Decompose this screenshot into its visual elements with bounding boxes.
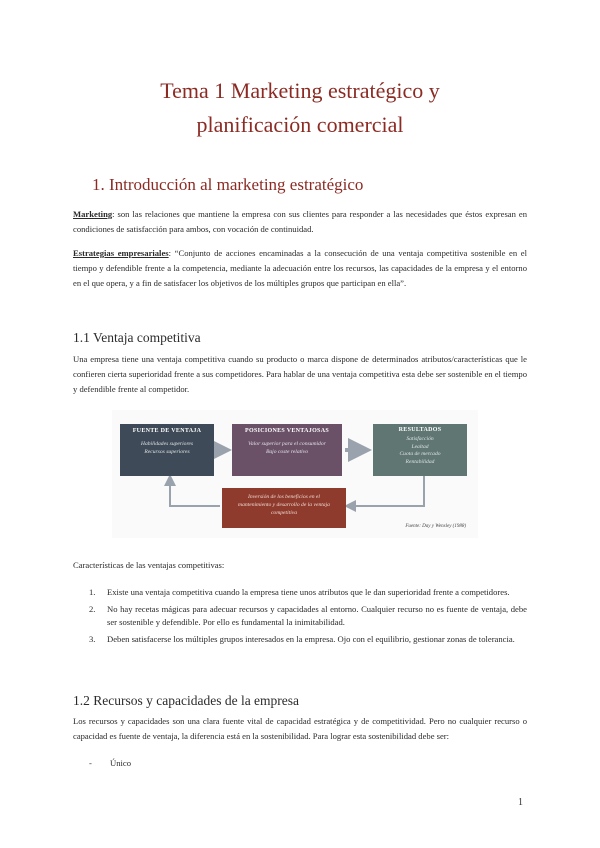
- list-item: [73, 586, 527, 599]
- box-fuente-ventaja: [120, 424, 214, 476]
- diagram-source-caption: Fuente: Day y Wensley (1988): [405, 524, 466, 529]
- list-item-text: Deben satisfacerse los múltiples grupos interesados en la empresa. Ojo con el equilibrio, gestionar zonas de tolerancia.: [107, 634, 515, 644]
- box3-line-2: Lealtad: [411, 443, 429, 450]
- bullet-dash: -: [89, 758, 92, 768]
- arrow-box4-to-box1: [170, 476, 220, 506]
- box3-line-3: Cuota de mercado: [399, 451, 441, 457]
- box1-line-2: Recursos superiores: [144, 449, 190, 455]
- page-number: 1: [518, 797, 523, 808]
- list-item-text: Existe una ventaja competitiva cuando la empresa tiene unos atributos que le dan superioridad frente a competidores.: [107, 587, 510, 597]
- list-item-number: 1.: [89, 587, 96, 597]
- box1-line-1: Habilidades superiores: [140, 441, 194, 447]
- list-item-number: 2.: [89, 604, 96, 614]
- strategies-definition-text: : “Conjunto de acciones encaminadas a la consecución de una ventaja competitiva sostenible en el tiempo y defendible frente a la competencia, mediante la adecuación entre los recursos, las capacidades de la empresa y el entorno en el que opera, y a fin de satisfacer los objetivos de los múltiples grupos que participan en ella”.: [73, 248, 527, 289]
- box-resultados: [373, 424, 467, 476]
- strategies-definition: [73, 246, 527, 292]
- marketing-definition: [73, 207, 527, 237]
- box4-line-1: Inversión de los beneficios en el: [248, 494, 320, 500]
- box-posiciones-ventajosas: [232, 424, 342, 476]
- list-item: [73, 633, 527, 646]
- title-line-1: Tema 1 Marketing estratégico y: [160, 78, 440, 103]
- box4-line-3: competitiva: [270, 510, 298, 516]
- arrow-box3-to-box4: [346, 476, 424, 506]
- recursos-paragraph: Los recursos y capacidades son una clara fuente vital de capacidad estratégica y de competitividad. Pero no cualquier recurso o capacidad es fuente de ventaja, la diferencia está en la sostenibilidad. Para lograr esta sostenibilidad debe ser:: [73, 716, 527, 742]
- box4-line-2: mantenimiento y desarrollo de la ventaja: [238, 502, 330, 508]
- box2-title: POSICIONES VENTAJOSAS: [245, 428, 329, 434]
- box1-title: FUENTE DE VENTAJA: [132, 428, 202, 434]
- box2-line-2: Bajo coste relativo: [265, 449, 309, 455]
- list-item-text: No hay recetas mágicas para adecuar recursos y capacidades al entorno. Cualquier recurso no es fuente de ventaja, debe ser sostenible y defendible. Por ello es fundamental la inimitabilidad.: [107, 604, 527, 627]
- box3-line-1: Satisfacción: [406, 436, 434, 442]
- section-heading-intro: 1. Introducción al marketing estratégico: [92, 175, 364, 194]
- list-item-number: 3.: [89, 634, 96, 644]
- marketing-term: Marketing: [73, 209, 113, 219]
- list-item: [73, 603, 527, 629]
- section-heading-recursos: 1.2 Recursos y capacidades de la empresa: [73, 693, 300, 708]
- ventaja-intro-paragraph: Una empresa tiene una ventaja competitiva cuando su producto o marca dispone de determinados atributos/características que le confieren cierta superioridad frente a sus competidores. Para hablar de una ventaja competitiva esta debe ser sostenible en el tiempo y defendible frente al competidor.: [73, 354, 527, 395]
- box-inversion-beneficios: [222, 488, 346, 528]
- title-line-2: planificación comercial: [196, 112, 404, 137]
- section-heading-ventaja: 1.1 Ventaja competitiva: [73, 330, 201, 345]
- box3-line-4: Rentabilidad: [405, 458, 435, 465]
- box2-line-1: Valor superior para el consumidor: [248, 441, 326, 447]
- strategies-term: Estrategias empresariales: [73, 248, 169, 258]
- marketing-definition-text: : son las relaciones que mantiene la empresa con sus clientes para responder a las necesidades que éstos expresan en condiciones de satisfacción para ambos, con vocación de continuidad.: [73, 209, 527, 235]
- bullet-item-unico: [89, 758, 131, 768]
- bullet-item-text: Único: [110, 758, 132, 768]
- caracteristicas-list: [73, 586, 527, 650]
- document-title: [60, 74, 540, 142]
- caracteristicas-title: Características de las ventajas competitivas:: [73, 560, 225, 570]
- competitive-advantage-diagram: [112, 410, 478, 538]
- box3-title: RESULTADOS: [398, 427, 442, 433]
